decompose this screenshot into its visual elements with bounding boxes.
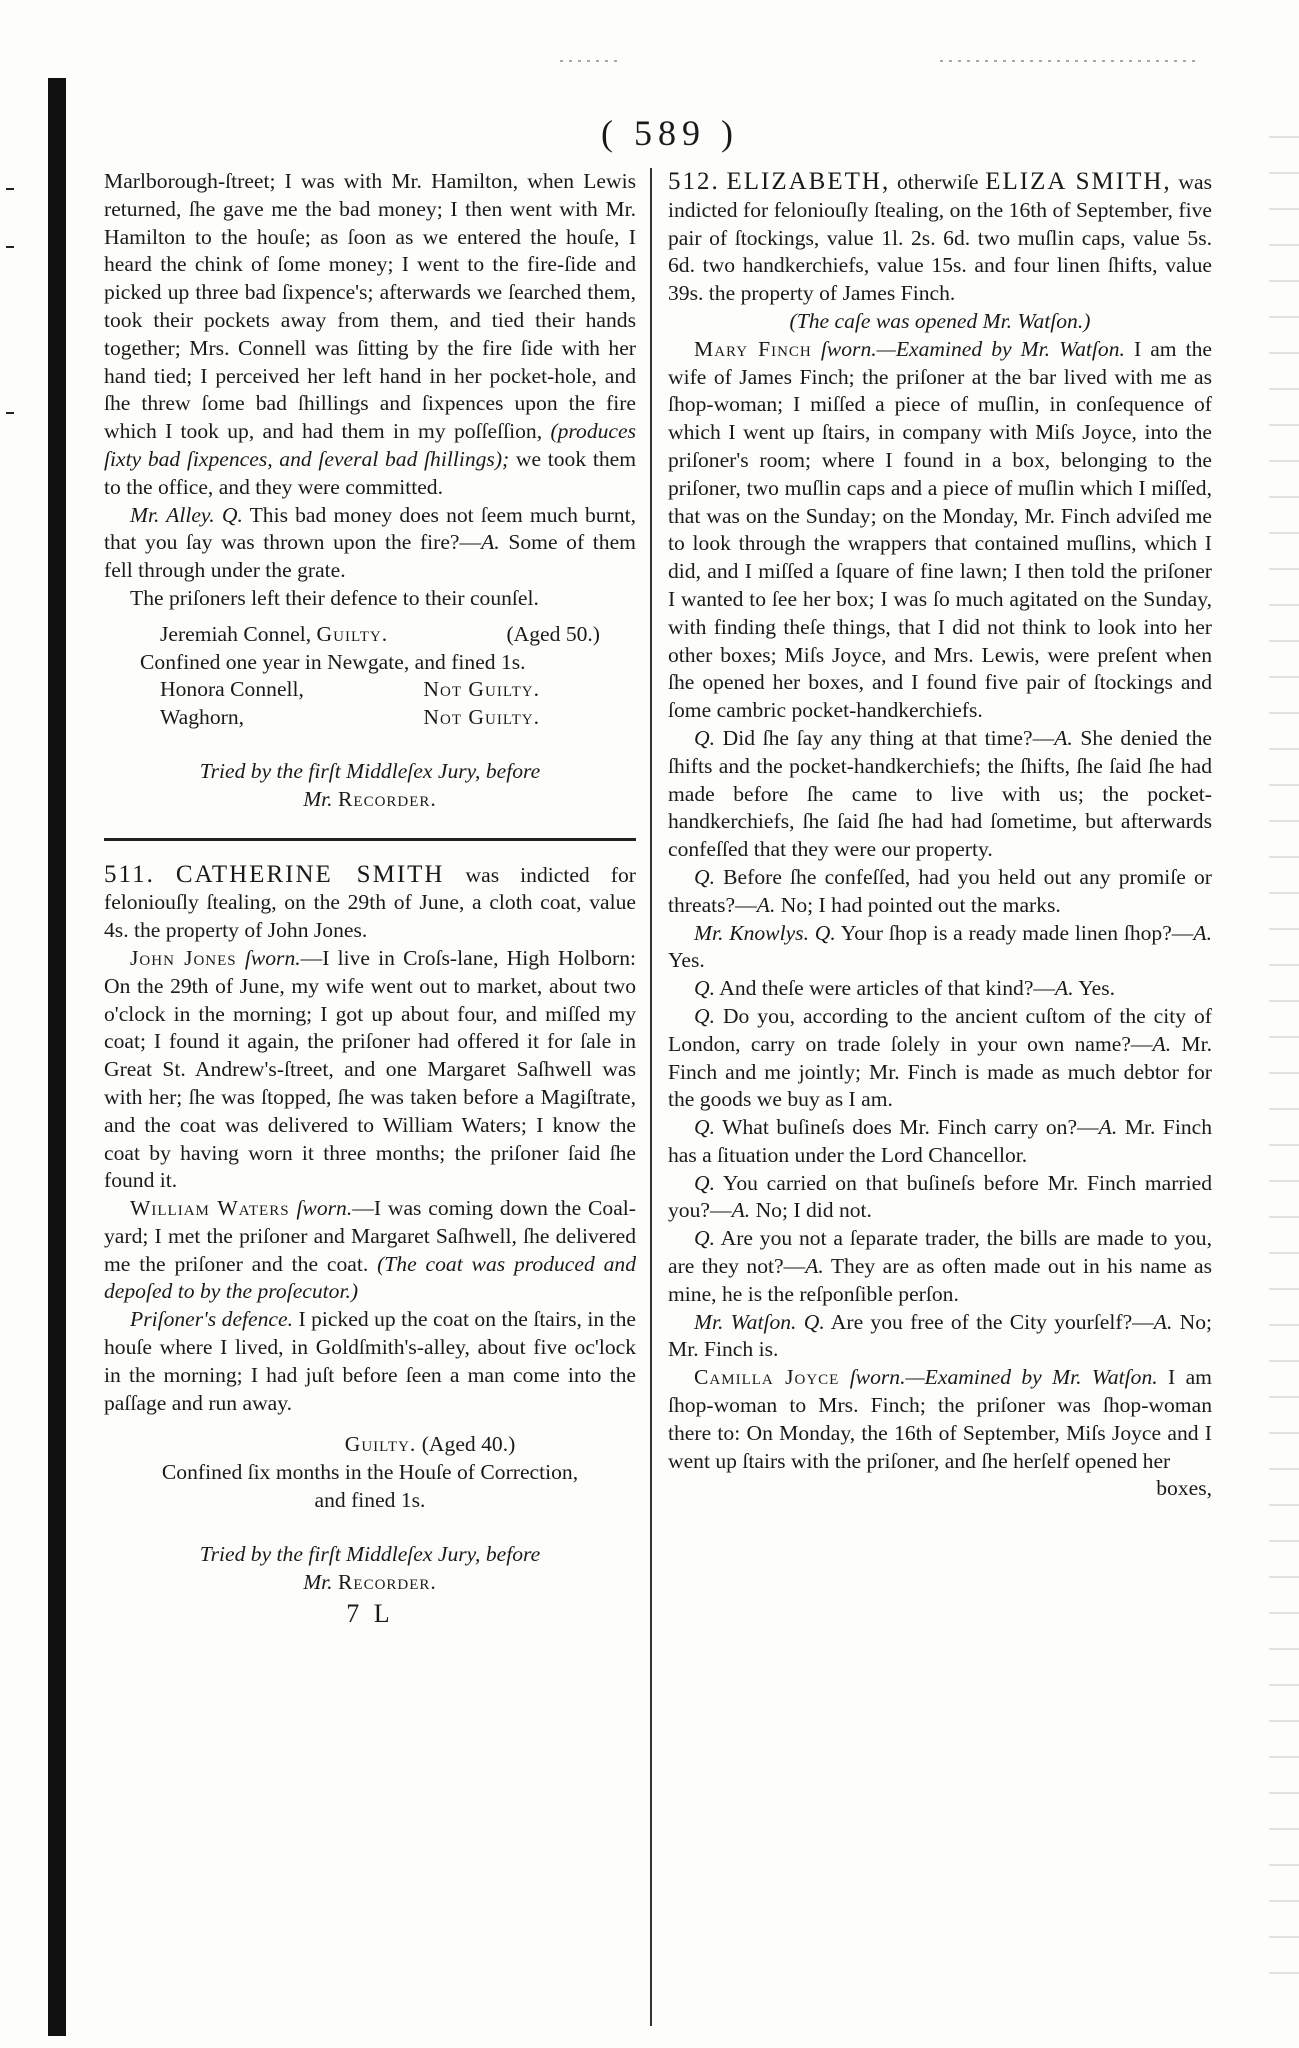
- paragraph: Q. And theſe were articles of that kind?—A. Yes.: [694, 976, 1116, 1001]
- paragraph: Priſoner's defence. I picked up the coat on the ſtairs, in the houſe where I lived, in Goldſmith's-alley, about five oc'lock in the morning; I had juſt before ſeen a man come into the paſſage and run away.: [104, 1307, 636, 1415]
- page-number: ( 589 ): [601, 113, 739, 153]
- paragraph: Q. Before ſhe confeſſed, had you held out any promiſe or threats?—A. No; I had pointed out the marks.: [668, 864, 1212, 917]
- signature-mark: 7 L: [346, 1599, 394, 1629]
- catchword: boxes,: [1156, 1476, 1212, 1501]
- section-rule: [104, 838, 636, 841]
- case-note: (The caſe was opened Mr. Watſon.): [789, 308, 1091, 333]
- paragraph: The priſoners left their defence to their counſel.: [130, 585, 539, 610]
- paragraph: Mary Finch ſworn.—Examined by Mr. Watſon. I am the wife of James Finch; the priſoner at the bar lived with me as ſhop-woman; I miſſed a piece of muſlin, in conſequence of which I went up ſtairs, in company with Miſs Joyce, into the priſoner's room; where I found in a box, belonging to the priſoner, two muſlin caps and a piece of muſlin which I miſſed, that was on the Sunday; on the Monday, Mr. Finch adviſed me to look through the wrappers that contained muſlins, which I did, and I miſſed a ſquare of fine lawn; I then told the priſoner I wanted to ſee her box; I was ſo much agitated on the Sunday, with finding theſe things, that I did not think to look into her other boxes; Miſs Joyce, and Mrs. Lewis, were preſent when ſhe opened her boxes, and I found five pair of ſtockings and ſome cambric pocket-handkerchiefs.: [668, 336, 1213, 723]
- paragraph: Q. What buſineſs does Mr. Finch carry on?—A. Mr. Finch has a ſituation under the Lord Chancellor.: [668, 1115, 1213, 1167]
- jury-note: Tried by the firſt Middleſex Jury, before Mr. Recorder.: [199, 758, 541, 811]
- edge-mark: [6, 412, 14, 414]
- sentence: and fined 1s.: [314, 1488, 426, 1513]
- paragraph: Q. You carried on that buſineſs before Mr. Finch married you?—A. No; I did not.: [668, 1170, 1212, 1223]
- paragraph: Q. Are you not a ſeparate trader, the bills are made to you, are they not?—A. They are as often made out in his name as mine, he is the reſponſible perſon.: [668, 1226, 1213, 1306]
- case-511-heading: 511. CATHERINE SMITH was indicted for feloniouſly ſtealing, on the 29th of June, a cloth coat, value 4s. the property of John Jones.: [104, 860, 636, 943]
- page-edge-noise: [1269, 120, 1299, 1980]
- verdict-block: Guilty. (Aged 40.): [344, 1432, 516, 1457]
- paragraph: Q. Did ſhe ſay any thing at that time?—A. She denied the ſhifts and the pocket-handkerchiefs; the ſhifts, ſhe ſaid ſhe had made before ſhe came to live with us; the pocket-handkerchiefs, ſhe ſaid ſhe had had ſometime, but afterwards confeſſed that they were our property.: [668, 725, 1212, 862]
- paragraph: Mr. Alley. Q. This bad money does not ſeem much burnt, that you ſay was thrown upon the fire?—A. Some of them fell through under the grate.: [104, 502, 636, 583]
- case-512-heading: 512. ELIZABETH, otherwiſe ELIZA SMITH, was indicted for feloniouſly ſtealing, on the 16th of September, five pair of ſtockings, value 1l. 2s. 6d. two muſlin caps, value 5s. 6d. two handkerchiefs, value 15s. and four linen ſhifts, value 39s. the property of James Finch.: [668, 168, 1212, 306]
- left-column: [104, 168, 636, 1628]
- jury-note: Tried by the firſt Middleſex Jury, before Mr. Recorder.: [199, 1541, 541, 1594]
- paragraph: Mr. Knowlys. Q. Your ſhop is a ready made linen ſhop?—A. Yes.: [668, 920, 1212, 973]
- right-column: [668, 168, 1212, 1503]
- paragraph: Marlborough-ſtreet; I was with Mr. Hamilton, when Lewis returned, ſhe gave me the bad money; I then went with Mr. Hamilton to the houſe; as ſoon as we entered the houſe, I heard the chink of ſome money; I went to the fire-ſide and picked up three bad ſixpence's; afterwards we ſearched them, took their pockets away from them, and tied their hands together; Mrs. Connell was ſitting by the fire ſide with her hand tied; I perceived her left hand in her pocket-hole, and ſhe threw ſome bad ſhillings and ſixpences upon the fire which I took up, and had them in my poſſeſſion, (produces ſixty bad ſixpences, and ſeveral bad ſhillings); we took them to the office, and they were committed.: [104, 169, 636, 499]
- binding-shadow: [48, 78, 66, 2036]
- verdict-block: Jeremiah Connel, Guilty. (Aged 50.) Confined one year in Newgate, and fined 1s. Honora Connell, Not Guilty. Waghorn, Not Guilty.: [140, 621, 600, 730]
- scan-noise: [940, 60, 1200, 62]
- paragraph: Camilla Joyce ſworn.—Examined by Mr. Watſon. I am ſhop-woman to Mrs. Finch; the priſoner was ſhop-woman there to: On Monday, the 16th of September, Miſs Joyce and I went up ſtairs with the priſoner, and ſhe herſelf opened her: [668, 1365, 1212, 1473]
- paragraph: John Jones ſworn.—I live in Croſs-lane, High Holborn: On the 29th of June, my wife went out to market, about two o'clock in the morning; I got up about four, and miſſed my coat; I found it again, the priſoner had offered it for ſale in Great St. Andrew's-ſtreet, and one Margaret Saſhwell was with her; ſhe was ſtopped, ſhe was taken before a Magiſtrate, and the coat was delivered to William Waters; I know the coat by having worn it three months; the priſoner ſaid ſhe found it.: [104, 945, 637, 1193]
- edge-mark: [6, 246, 14, 248]
- column-rule: [650, 168, 652, 2026]
- edge-mark: [6, 188, 14, 190]
- scan-noise: [560, 60, 620, 62]
- paragraph: Q. Do you, according to the ancient cuſtom of the city of London, carry on trade ſolely in your own name?—A. Mr. Finch and me jointly; Mr. Finch is made as much debtor for the goods we buy as I am.: [668, 1003, 1212, 1112]
- paragraph: Mr. Watſon. Q. Are you free of the City yourſelf?—A. No; Mr. Finch is.: [668, 1309, 1212, 1362]
- paragraph: William Waters ſworn.—I was coming down the Coal-yard; I met the priſoner and Margaret Saſhwell, ſhe delivered me the priſoner and the coat. (The coat was produced and depoſed to by the proſecutor.): [104, 1196, 636, 1304]
- sentence: Confined ſix months in the Houſe of Correction,: [161, 1460, 579, 1485]
